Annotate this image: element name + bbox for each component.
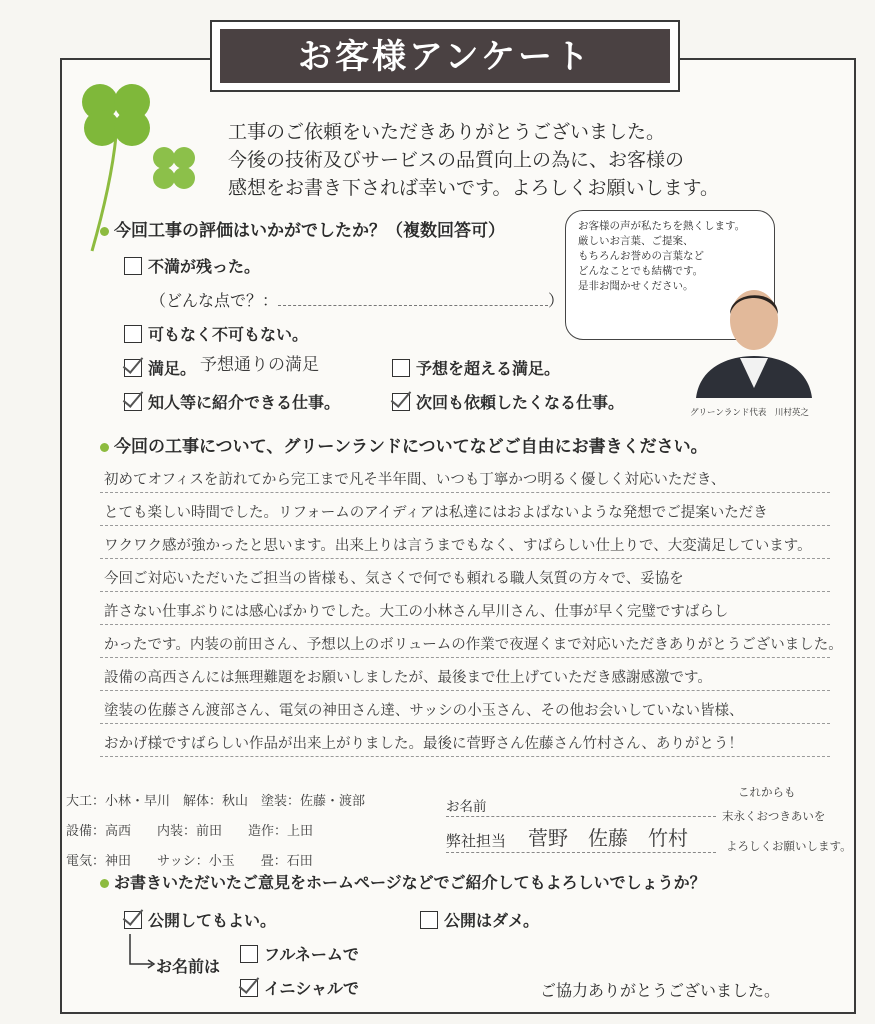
bubble-line: 厳しいお言葉、ご提案、 [578, 235, 694, 247]
bullet-icon [100, 879, 109, 888]
comment-line [100, 493, 830, 526]
question-1 [100, 216, 505, 241]
option-dissatisfied[interactable] [124, 254, 260, 277]
checkbox[interactable] [124, 325, 142, 343]
option-label: 次回も依頼したくなる仕事。 [416, 393, 625, 412]
bullet-icon [100, 227, 109, 236]
option-label: ） [548, 291, 565, 310]
option-satisfied[interactable] [124, 356, 196, 379]
comment-line [100, 592, 830, 625]
name-input[interactable] [446, 816, 716, 817]
comment-line [100, 526, 830, 559]
bubble-line: どんなことでも結構です。 [578, 265, 704, 277]
option-label: 満足。 [148, 359, 197, 378]
checkbox[interactable] [392, 359, 410, 377]
representative-caption: グリーンランド代表 川村英之 [690, 408, 809, 418]
page-title: お客様アンケート [220, 29, 670, 83]
bullet-icon [100, 443, 109, 452]
option-label: 知人等に紹介できる仕事。 [148, 393, 341, 412]
comment-line [100, 724, 830, 757]
title-banner [210, 20, 680, 92]
option-label: 公開してもよい。 [148, 911, 277, 930]
where-input[interactable] [278, 291, 548, 306]
intro-line: 工事のご依頼をいただきありがとうございました。 [228, 121, 666, 143]
option-where [150, 288, 564, 311]
option-label: 不満が残った。 [148, 257, 261, 276]
question-2 [100, 432, 708, 457]
checkbox-checked[interactable] [240, 979, 258, 997]
question-3 [100, 870, 706, 893]
checkbox[interactable] [124, 257, 142, 275]
option-fullname[interactable] [240, 942, 359, 965]
handwritten-text: 許さない仕事ぶりには感心ばかりでした。大工の小林さん早川さん、仕事が早く完璧ですばらし [104, 604, 729, 620]
side-note: 末永くおつきあいを [722, 809, 826, 823]
checkbox[interactable] [420, 911, 438, 929]
trades-line: 大工：小林・早川 解体：秋山 塗装：佐藤・渡部 [66, 794, 366, 809]
question-1-label: 今回工事の評価はいかがでしたか？（複数回答可） [114, 221, 505, 241]
trades-line: 設備：高西 内装：前田 造作：上田 [66, 824, 314, 839]
clover-small-icon [144, 138, 204, 198]
option-label: 予想を超える満足。 [416, 359, 561, 378]
option-publish-no[interactable] [420, 908, 539, 931]
name-format-label: お名前は [156, 957, 221, 976]
option-again[interactable] [392, 390, 624, 413]
intro-line: 今後の技術及びサービスの品質向上の為に、お客様の [228, 149, 685, 171]
checkbox-checked[interactable] [124, 911, 142, 929]
handwritten-text: かったです。内装の前田さん、予想以上のボリュームの作業で夜遅くまで対応いただきありがとうございました。 [104, 637, 843, 653]
side-note: よろしくお願いします。 [726, 839, 852, 853]
comment-line [100, 691, 830, 724]
bubble-line: もちろんお誉めの言葉など [578, 250, 704, 262]
bubble-line: お客様の声が私たちを熱くします。 [578, 220, 746, 232]
staff-names: 菅野 佐藤 竹村 [528, 826, 688, 850]
intro-text [228, 118, 719, 202]
option-exceeded[interactable] [392, 356, 560, 379]
comment-line [100, 658, 830, 691]
name-label: お名前 [446, 799, 487, 815]
option-label: 公開はダメ。 [444, 911, 540, 930]
handwritten-text: 初めてオフィスを訪れてから完工まで凡そ半年間、いつも丁寧かつ明るく優しく対応いただき、 [104, 472, 726, 488]
option-neutral[interactable] [124, 322, 308, 345]
option-label: イニシャルで [264, 979, 360, 998]
free-comment-area[interactable] [100, 460, 843, 757]
intro-line: 感想をお書き下されば幸いです。よろしくお願いします。 [228, 177, 719, 199]
bubble-line: 是非お聞かせください。 [578, 280, 694, 292]
staff-label: 弊社担当 [446, 832, 507, 850]
checkbox-checked[interactable] [392, 393, 410, 411]
handwritten-text: 塗装の佐藤さん渡部さん、電気の神田さん達、サッシの小玉さん、その他お会いしていない皆様、 [104, 703, 744, 719]
option-label: （どんな点で？： [150, 291, 279, 310]
side-note: これからも [738, 785, 796, 799]
option-label: 可もなく不可もない。 [148, 325, 309, 344]
handwritten-text: 設備の高西さんには無理難題をお願いしましたが、最後まで仕上げていただき感謝感激です。 [104, 670, 712, 686]
handwritten-note: 予想通りの満足 [200, 355, 319, 375]
handwritten-text: おかげ様ですばらしい作品が出来上がりました。最後に菅野さん佐藤さん竹村さん、ありがとう！ [104, 736, 743, 752]
trades-line: 電気：神田 サッシ：小玉 畳：石田 [66, 854, 313, 869]
question-2-label: 今回の工事について、グリーンランドについてなどご自由にお書きください。 [114, 437, 708, 457]
option-publish-ok[interactable] [124, 908, 276, 931]
branch-arrow-icon [126, 934, 156, 974]
handwritten-text: とても楽しい時間でした。リフォームのアイディアは私達にはおよばないような発想でご提案いただき [104, 505, 768, 521]
option-label: フルネームで [264, 945, 359, 964]
checkbox[interactable] [240, 945, 258, 963]
question-3-label: お書きいただいたご意見をホームページなどでご紹介してもよろしいでしょうか？ [114, 873, 706, 892]
handwritten-text: 今回ご対応いただいたご担当の皆様も、気さくで何でも頼れる職人気質の方々で、妥協を [104, 571, 684, 587]
option-recommend[interactable] [124, 390, 340, 413]
thanks-text: ご協力ありがとうございました。 [540, 981, 781, 1000]
handwritten-text: ワクワク感が強かったと思います。出来上りは言うまでもなく、すばらしい仕上りで、大変満足しています。 [104, 538, 812, 554]
option-initial[interactable] [240, 976, 359, 999]
comment-line [100, 559, 830, 592]
comment-line [100, 460, 830, 493]
checkbox-checked[interactable] [124, 359, 142, 377]
staff-line [446, 852, 716, 853]
representative-avatar [690, 270, 818, 398]
checkbox-checked[interactable] [124, 393, 142, 411]
comment-line [100, 625, 843, 658]
